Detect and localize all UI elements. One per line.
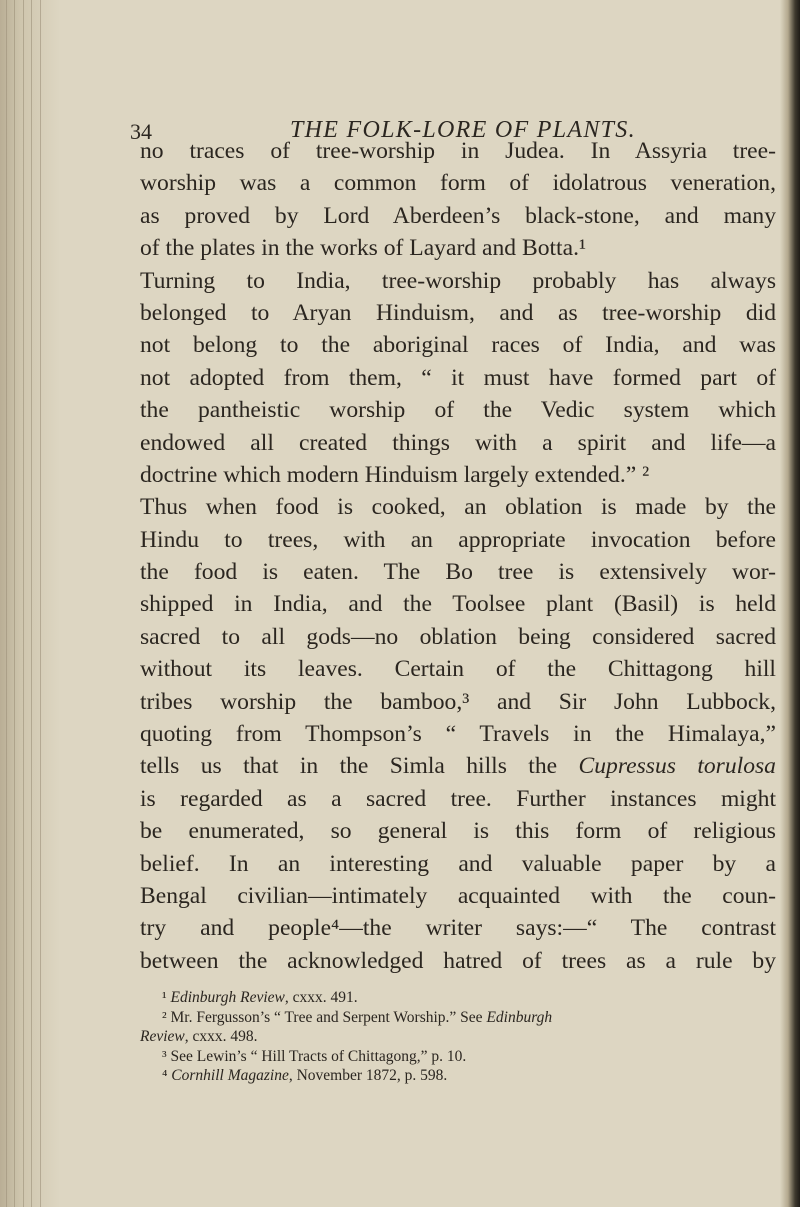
text-line: no traces of tree-worship in Judea. In Assyria tree-: [140, 138, 776, 164]
footnote-1: ¹ Edinburgh Review, cxxx. 491.: [162, 989, 358, 1007]
text-line: the pantheistic worship of the Vedic system which: [140, 397, 776, 424]
text-line: between the acknowledged hatred of trees as a rule by: [140, 947, 776, 974]
footnote-2-continued: Review, cxxx. 498.: [140, 1028, 258, 1046]
text-line: as proved by Lord Aberdeen’s black-stone, and many: [140, 202, 776, 229]
text-line: quoting from Thompson’s “ Travels in the Himalaya,”: [140, 721, 776, 748]
text-line: Hindu to trees, with an appropriate invocation before: [140, 526, 776, 553]
text-line: belief. In an interesting and valuable paper by a: [140, 850, 776, 877]
text-line: the food is eaten. The Bo tree is extensively wor-: [140, 559, 776, 586]
text-line: Bengal civilian—intimately acquainted with the coun-: [140, 882, 776, 909]
text-line: tribes worship the bamboo,³ and Sir John Lubbock,: [140, 688, 776, 715]
text-line: endowed all created things with a spirit and life—a: [140, 429, 776, 456]
text-line: without its leaves. Certain of the Chittagong hill: [140, 656, 776, 683]
text-line: tells us that in the Simla hills the Cupressus torulosa: [140, 753, 776, 780]
text-line: of the plates in the works of Layard and Botta.¹: [140, 235, 587, 262]
book-page: [130, 95, 780, 1086]
text-line: not belong to the aboriginal races of India, and was: [140, 332, 776, 359]
page-header: [130, 95, 780, 144]
text-line: not adopted from them, “ it must have formed part of: [140, 364, 776, 391]
body-text: [140, 135, 776, 977]
text-line: belonged to Aryan Hinduism, and as tree-worship did: [140, 299, 776, 326]
footnote-4: ⁴ Cornhill Magazine, November 1872, p. 598.: [162, 1067, 448, 1085]
text-line: worship was a common form of idolatrous veneration,: [140, 170, 776, 197]
text-line: is regarded as a sacred tree. Further instances might: [140, 785, 776, 812]
footnote-2: ² Mr. Fergusson’s “ Tree and Serpent Worship.” See Edinburgh: [162, 1008, 553, 1026]
footnotes: [140, 988, 776, 1086]
text-line: Turning to India, tree-worship probably has always: [140, 267, 776, 294]
text-line: try and people⁴—the writer says:—“ The contrast: [140, 915, 776, 942]
text-line: shipped in India, and the Toolsee plant (Basil) is held: [140, 591, 776, 618]
footnote-3: ³ See Lewin’s “ Hill Tracts of Chittagong,” p. 10.: [162, 1047, 467, 1065]
text-line: sacred to all gods—no oblation being considered sacred: [140, 623, 776, 650]
scan-edge: [780, 0, 800, 1207]
page-number: 34: [130, 119, 152, 144]
running-title: THE FOLK-LORE OF PLANTS.: [290, 117, 636, 143]
text-line: be enumerated, so general is this form of religious: [140, 818, 776, 845]
page-gutter: [0, 0, 60, 1207]
text-line: Thus when food is cooked, an oblation is made by the: [140, 494, 776, 521]
text-line: doctrine which modern Hinduism largely extended.” ²: [140, 461, 650, 488]
